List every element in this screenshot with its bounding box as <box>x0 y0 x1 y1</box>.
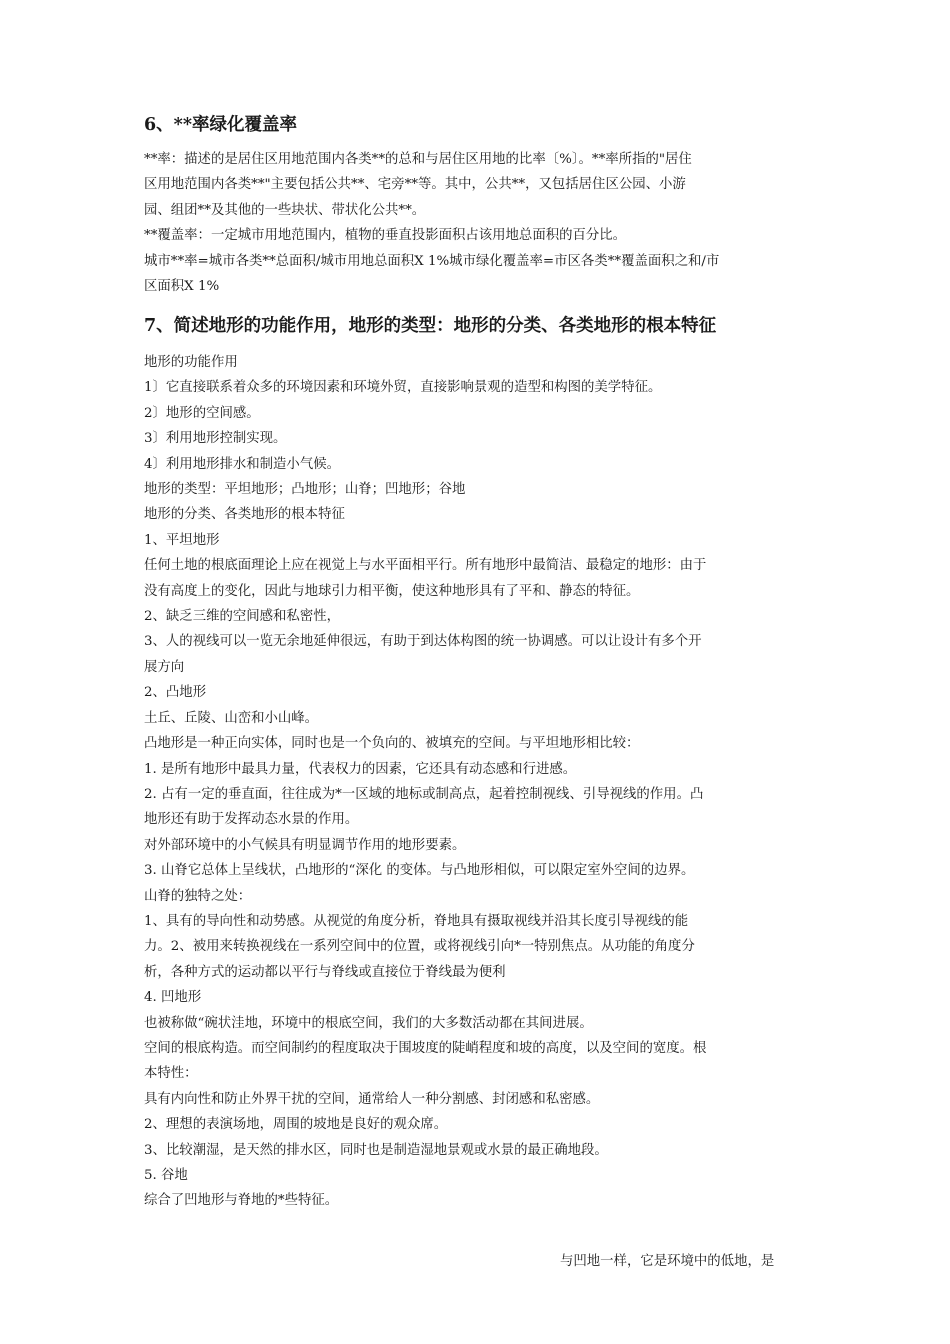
text-line: 对外部环境中的小气候具有明显调节作用的地形要素。 <box>144 837 466 853</box>
section-7-body <box>144 350 706 1214</box>
text-line: 1. 是所有地形中最具力量，代表权力的因素，它还具有动态感和行进感。 <box>144 761 577 777</box>
text-line: 析，各种方式的运动都以平行与脊线或直接位于脊线最为便利 <box>144 964 506 980</box>
text-line: 具有内向性和防止外界干扰的空间，通常给人一种分割感、封闭感和私密感。 <box>144 1091 600 1107</box>
section-7-heading: 7、简述地形的功能作用，地形的类型：地形的分类、各类地形的根本特征 <box>144 316 717 336</box>
section-6-heading: 6、**率绿化覆盖率 <box>144 115 297 135</box>
trailing-text: 与凹地一样，它是环境中的低地，是 <box>560 1254 775 1269</box>
text-line: 也被称做“碗状洼地，环境中的根底空间，我们的大多数活动都在其间进展。 <box>144 1015 593 1031</box>
text-line: 2〕地形的空间感。 <box>144 405 260 421</box>
text-line: 2、理想的表演场地，周围的坡地是良好的观众席。 <box>144 1117 448 1133</box>
text-line: **率：描述的是居住区用地范围内各类**的总和与居住区用地的比率〔%〕。**率所指的"居住 <box>144 152 692 167</box>
text-line: 区用地范围内各类**"主要包括公共**、宅旁**等。其中，公共**，又包括居住区公园、小游 <box>144 177 686 193</box>
text-line: 综合了凹地形与脊地的*些特征。 <box>144 1193 339 1209</box>
text-line: 3. 山脊它总体上呈线状，凸地形的“深化 的变体。与凸地形相似，可以限定室外空间的边界。 <box>144 863 695 879</box>
text-line: 1、平坦地形 <box>144 532 220 548</box>
text-line: 没有高度上的变化，因此与地球引力相平衡，使这种地形具有了平和、静态的特征。 <box>144 583 640 599</box>
text-line: 地形的分类、各类地形的根本特征 <box>144 507 345 523</box>
text-line: 山脊的独特之处： <box>144 888 252 904</box>
text-line: 2、缺乏三维的空间感和私密性， <box>144 609 340 625</box>
text-line: 3、人的视线可以一览无余地延伸很远，有助于到达体构图的统一协调感。可以让设计有多个开 <box>144 634 702 650</box>
text-line: 城市**率=城市各类**总面积/城市用地总面积X 1%城市绿化覆盖率=市区各类**覆盖面积之和/市 <box>144 253 720 269</box>
text-line: 2、凸地形 <box>144 685 207 701</box>
text-line: 1、具有的导向性和动势感。从视觉的角度分析，脊地具有摄取视线并沿其长度引导视线的能 <box>144 913 689 929</box>
text-line: 5. 谷地 <box>144 1168 188 1183</box>
text-line: 4. 凹地形 <box>144 990 202 1006</box>
text-line: 土丘、丘陵、山峦和小山峰。 <box>144 710 319 726</box>
section-6-body <box>144 147 719 299</box>
text-line: 凸地形是一种正向实体，同时也是一个负向的、被填充的空间。与平坦地形相比较： <box>144 736 640 752</box>
text-line: 3〕利用地形控制实现。 <box>144 431 287 447</box>
text-line: 2. 占有一定的垂直面，往往成为*一区域的地标或制高点，起着控制视线、引导视线的作用。凸 <box>144 786 704 802</box>
text-line: 3、比较潮湿，是天然的排水区，同时也是制造湿地景观或水景的最正确地段。 <box>144 1142 608 1158</box>
text-line: 空间的根底构造。而空间制约的程度取决于围坡度的陡峭程度和坡的高度，以及空间的宽度。根 <box>144 1040 707 1056</box>
text-line: 地形还有助于发挥动态水景的作用。 <box>144 812 359 828</box>
text-line: 1〕它直接联系着众多的环境因素和环境外贸，直接影响景观的造型和构图的美学特征。 <box>144 380 662 396</box>
text-line: 4〕利用地形排水和制造小气候。 <box>144 456 340 472</box>
text-line: **覆盖率：一定城市用地范围内，植物的垂直投影面积占该用地总面积的百分比。 <box>144 228 627 244</box>
text-line: 任何土地的根底面理论上应在视觉上与水平面相平行。所有地形中最简洁、最稳定的地形：由于 <box>144 558 707 574</box>
text-line: 本特性： <box>144 1066 198 1082</box>
text-line: 力。2、被用来转换视线在一系列空间中的位置，或将视线引向*一特别焦点。从功能的角度分 <box>144 939 695 955</box>
text-line: 区面积X 1% <box>144 279 220 295</box>
text-line: 展方向 <box>144 659 185 675</box>
text-line: 园、组团**及其他的一些块状、带状化公共**。 <box>144 202 426 218</box>
text-line: 地形的功能作用 <box>144 355 238 370</box>
text-line: 地形的类型：平坦地形；凸地形；山脊；凹地形；谷地 <box>144 482 466 498</box>
